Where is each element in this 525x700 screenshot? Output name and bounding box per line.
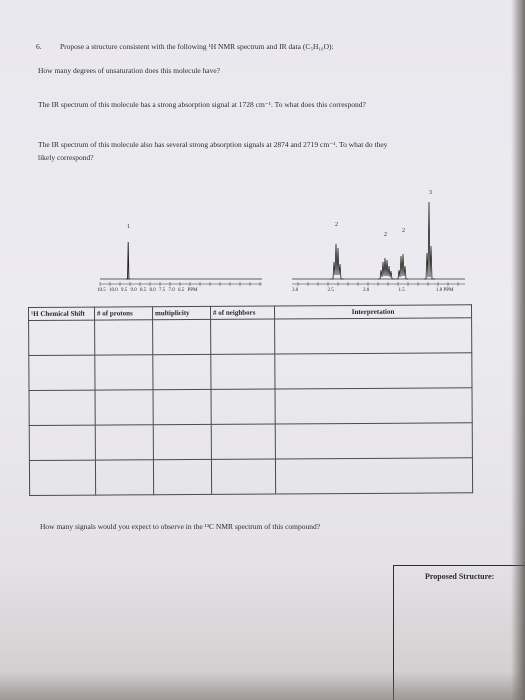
integration-label: 2 xyxy=(335,222,338,228)
integration-label: 1 xyxy=(127,224,130,230)
integration-label: 3 xyxy=(429,190,432,196)
table-row xyxy=(29,353,472,391)
column-num-neighbors: # of neighbors xyxy=(210,306,274,319)
question-number: 6. xyxy=(36,42,42,51)
unsaturation-question: How many degrees of unsaturation does this molecule have? xyxy=(38,66,221,75)
column-interpretation: Interpretation xyxy=(274,305,471,319)
integration-label: 2 xyxy=(384,232,387,238)
table-row xyxy=(29,458,472,496)
table-row xyxy=(29,318,472,356)
nmr-data-table xyxy=(28,304,473,496)
page-shadow xyxy=(0,672,525,700)
integration-label: 2 xyxy=(402,228,405,234)
page-shadow xyxy=(511,0,525,700)
right-axis-labels: 3.0 2.5 2.0 1.5 1.0 PPM xyxy=(292,288,454,293)
c13-question: How many signals would you expect to observe in the ¹³C NMR spectrum of this compound? xyxy=(40,522,321,531)
ir-2874-question-cont: likely correspond? xyxy=(38,153,94,162)
table-row xyxy=(29,423,472,461)
table-row xyxy=(29,388,472,426)
left-axis-labels: 10.5 10.0 9.5 9.0 8.5 8.0 7.5 7.0 6.5 PPM xyxy=(97,288,198,293)
column-multiplicity: multiplicity xyxy=(153,306,211,319)
proposed-structure-label: Proposed Structure: xyxy=(425,572,495,581)
ir-1728-question: The IR spectrum of this molecule has a strong absorption signal at 1728 cm⁻¹. To what does this correspond? xyxy=(38,100,366,109)
column-num-protons: # of protons xyxy=(95,307,153,320)
nmr-spectrum xyxy=(0,0,525,300)
column-chemical-shift: ¹H Chemical Shift xyxy=(29,307,95,320)
ir-2874-question: The IR spectrum of this molecule also has several strong absorption signals at 2874 and 2719 cm⁻¹. To what do they xyxy=(38,140,388,149)
question-prompt: Propose a structure consistent with the following ¹H NMR spectrum and IR data (C₅H₁₀O): xyxy=(60,42,334,51)
